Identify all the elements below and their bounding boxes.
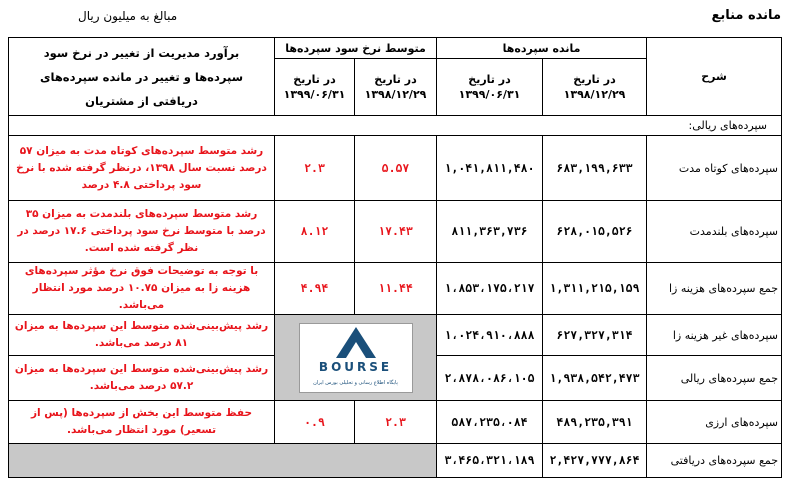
table-row: سپرده‌های ارزی ۴۸۹,۲۳۵,۳۹۱ ۵۸۷،۲۳۵،۰۸۴ ۲.۳ ۰.۹ حفظ متوسط این بخش از سپرده‌ها (پس از تسعیر) مورد انتظار می‌باشد.: [9, 401, 782, 444]
table-row: سپرده‌های کوتاه مدت ۶۸۳,۱۹۹,۶۳۳ ۱,۰۴۱,۸۱۱,۴۸۰ ۵.۵۷ ۲.۳ رشد متوسط سپرده‌های کوتاه مدت به میزان ۵۷ درصد نسبت سال ۱۳۹۸، درنظر گرفته شده با نرخ سود پرداختی ۴.۸ درصد: [9, 136, 782, 201]
header-sharh: شرح: [647, 38, 782, 116]
header-deposit-balance: مانده سپرده‌ها: [437, 38, 647, 59]
logo-cell: [275, 315, 437, 401]
header-date-col-4: در تاریخ ۱۳۹۹/۰۶/۳۱: [275, 59, 355, 116]
header-estimate: برآورد مدیریت از تغییر در نرخ سود سپرده‌ها و تغییر در مانده سپرده‌های دریافتی از مشتریان: [9, 38, 275, 116]
header-date-col-1: در تاریخ ۱۳۹۸/۱۲/۲۹: [543, 59, 647, 116]
header-date-col-3: در تاریخ ۱۳۹۸/۱۲/۲۹: [355, 59, 437, 116]
table-row: جمع سپرده‌های ریالی ۱,۹۳۸,۵۴۲,۴۷۳ ۲،۸۷۸،۰۸۶،۱۰۵ رشد پیش‌بینی‌شده متوسط این سپرده‌ها به میزان ۵۷.۲ درصد می‌باشد.: [9, 356, 782, 401]
bourse24-logo: BOURSE پایگاه اطلاع رسانی و تحلیلی بورس ایران: [299, 323, 413, 393]
unit-note: مبالغ به میلیون ریال: [78, 9, 178, 23]
table-row-total: جمع سپرده‌های دریافتی ۲,۴۲۷,۷۷۷,۸۶۴ ۳،۴۶۵،۳۲۱،۱۸۹: [9, 444, 782, 478]
table-row: جمع سپرده‌های هزینه زا ۱,۳۱۱,۲۱۵,۱۵۹ ۱،۸۵۳،۱۷۵،۲۱۷ ۱۱.۴۴ ۴.۹۴ با توجه به توضیحات فوق نرخ مؤثر سپرده‌های هزینه زا به میزان ۱۰.۷۵ درصد مورد انتظار می‌باشد.: [9, 263, 782, 315]
total-row-empty: [9, 444, 437, 478]
table-row: سپرده‌های غیر هزینه زا ۶۲۷,۳۲۷,۳۱۴ ۱،۰۲۴،۹۱۰،۸۸۸ BOURSE پایگاه اطلاع رسانی و تحلیلی بورس ایران رشد پیش‌بینی‌شده متوسط این سپرده‌ها به میزان ۸۱ درصد می‌باشد.: [9, 315, 782, 356]
table-row: سپرده‌های بلندمدت ۶۲۸,۰۱۵,۵۲۶ ۸۱۱,۳۶۳,۷۳۶ ۱۷.۴۳ ۸.۱۲ رشد متوسط سپرده‌های بلندمدت به میزان ۳۵ درصد با متوسط نرخ سود پرداختی ۱۷.۶ درصد در نظر گرفته شده است.: [9, 201, 782, 263]
page-title: مانده منابع: [711, 8, 781, 23]
header-date-col-2: در تاریخ ۱۳۹۹/۰۶/۳۱: [437, 59, 543, 116]
header-avg-rate: متوسط نرخ سود سپرده‌ها: [275, 38, 437, 59]
deposits-table: [8, 37, 782, 478]
section-label: سپرده‌های ریالی:: [9, 116, 782, 136]
bourse24-mark-icon: [333, 324, 379, 360]
